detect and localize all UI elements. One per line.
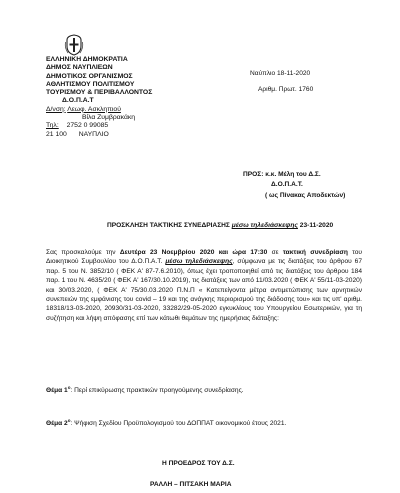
body-datetime: Δευτέρα 23 Νοεμβρίου 2020 και ώρα 17:30 bbox=[119, 249, 268, 256]
title-date: 23-11-2020 bbox=[299, 222, 334, 229]
issuer-line: ΑΘΛΗΤΙΣΜΟΥ ΠΟΛΙΤΙΣΜΟΥ bbox=[46, 80, 135, 88]
address-value: Λεωφ. Ασκληπιού bbox=[67, 105, 121, 113]
protocol-number: Αριθμ. Πρωτ. 1760 bbox=[258, 86, 314, 93]
signatory-role: Η ΠΡΟΕΔΡΟΣ ΤΟΥ Δ.Σ. bbox=[162, 460, 235, 467]
agenda-topic bbox=[46, 417, 286, 428]
issuer-line: Δ.Ο.Π.Α.Τ bbox=[62, 97, 94, 105]
body-mode: μέσω τηλεδιάσκεψης bbox=[165, 258, 233, 266]
issuer-line: ΤΟΥΡΙΣΜΟΥ & ΠΕΡΙΒΑΛΛΟΝΤΟΣ bbox=[46, 89, 153, 97]
topic-ordinal: ο bbox=[67, 418, 71, 423]
body-text: του Διοικητικού Συμβουλίου του Δ.Ο.Π.Α.Τ. bbox=[46, 249, 362, 266]
city: ΝΑΥΠΛΙΟ bbox=[78, 130, 109, 138]
recipient-org: Δ.Ο.Π.Α.Τ. bbox=[271, 181, 303, 188]
address-label: Δ/νση: bbox=[46, 105, 66, 113]
topic-label: Θέμα 1 bbox=[46, 387, 68, 395]
phone-label: Τηλ: bbox=[46, 122, 59, 130]
topic-text: : Περί επικύρωσης πρακτικών προηγούμενης συνεδρίασης. bbox=[70, 387, 244, 395]
recipient-to: ΠΡΟΣ: κ.κ. Μέλη του Δ.Σ. bbox=[243, 171, 321, 178]
address-line2: Βίλα Ζυμβρακάκη bbox=[82, 114, 136, 122]
issuer-line: ΔΗΜΟΣ ΝΑΥΠΛΙΕΩΝ bbox=[46, 64, 113, 72]
recipient-note: ( ως Πίνακας Αποδεκτών) bbox=[265, 192, 346, 199]
topic-label: Θέμα 2 bbox=[46, 420, 68, 428]
issuer-line: ΕΛΛΗΝΙΚΗ ΔΗΜΟΚΡΑΤΙΑ bbox=[46, 56, 128, 63]
title-prefix: ΠΡΟΣΚΛΗΣΗ ΤΑΚΤΙΚΗΣ ΣΥΝΕΔΡΙΑΣΗΣ bbox=[107, 222, 230, 229]
invitation-body bbox=[46, 248, 362, 323]
agenda-topic bbox=[46, 384, 244, 395]
body-text: , σύμφωνα με τις διατάξεις του άρθρου 67 παρ. 5 του Ν. 3852/10 ( ΦΕΚ Α' 87-7.6.2010), όπως έχει τροποποιηθεί από τις διατάξεις του άρθρου 184 παρ. 1 του Ν. 4635/20 ( ΦΕΚ Α' 167/30.10.2019), τις διατάξεις των από 11/03.2020 ( ΦΕΚ Α' 55/11-03-2020) και 30/03.2020, ( ΦΕΚ Α' 75/30.03.2020 Π.Ν.Π « Κατεπείγοντα μέτρα αντιμετώπισης των αρνητικών συνεπειών της εμφάνισης του covid – 19 και της ανάγκης περιορισμού της διάδοσης του» και τις υπ' αριθμ. 18318/13-03-2020, 20930/31-03-2020, 33282/29-05-2020 εγκυκλίους του Υπουργείου Εσωτερικών, για τη συζήτηση και λήψη απόφασης επί των κάτωθι θεμάτων της ημερήσιας διάταξης: bbox=[46, 258, 362, 322]
topic-ordinal: ο bbox=[67, 385, 71, 390]
topic-text: : Ψήφιση Σχεδίου Προϋπολογισμού του ΔΟΠΠΑΤ οικονομικού έτους 2021. bbox=[70, 420, 287, 428]
body-session-type: τακτική συνεδρίαση bbox=[282, 249, 348, 256]
postal-code: 21 100 bbox=[46, 130, 67, 138]
body-text: Σας προσκαλούμε την bbox=[46, 249, 116, 256]
document-date: Ναύπλιο 18-11-2020 bbox=[250, 70, 311, 77]
greek-coat-of-arms-icon bbox=[64, 34, 84, 56]
title-mode: μέσω τηλεδιάσκεψης bbox=[231, 222, 298, 229]
signatory-name: ΡΑΛΛΗ – ΠΙΤΣΑΚΗ ΜΑΡΙΑ bbox=[150, 481, 232, 488]
body-text: σε bbox=[271, 249, 279, 256]
phone-value: 2752 0 99085 bbox=[66, 122, 109, 130]
issuer-line: ΔΗΜΟΤΙΚΟΣ ΟΡΓΑΝΙΣΜΟΣ bbox=[46, 72, 133, 80]
issuer-block bbox=[46, 56, 152, 139]
invitation-title bbox=[107, 222, 333, 230]
